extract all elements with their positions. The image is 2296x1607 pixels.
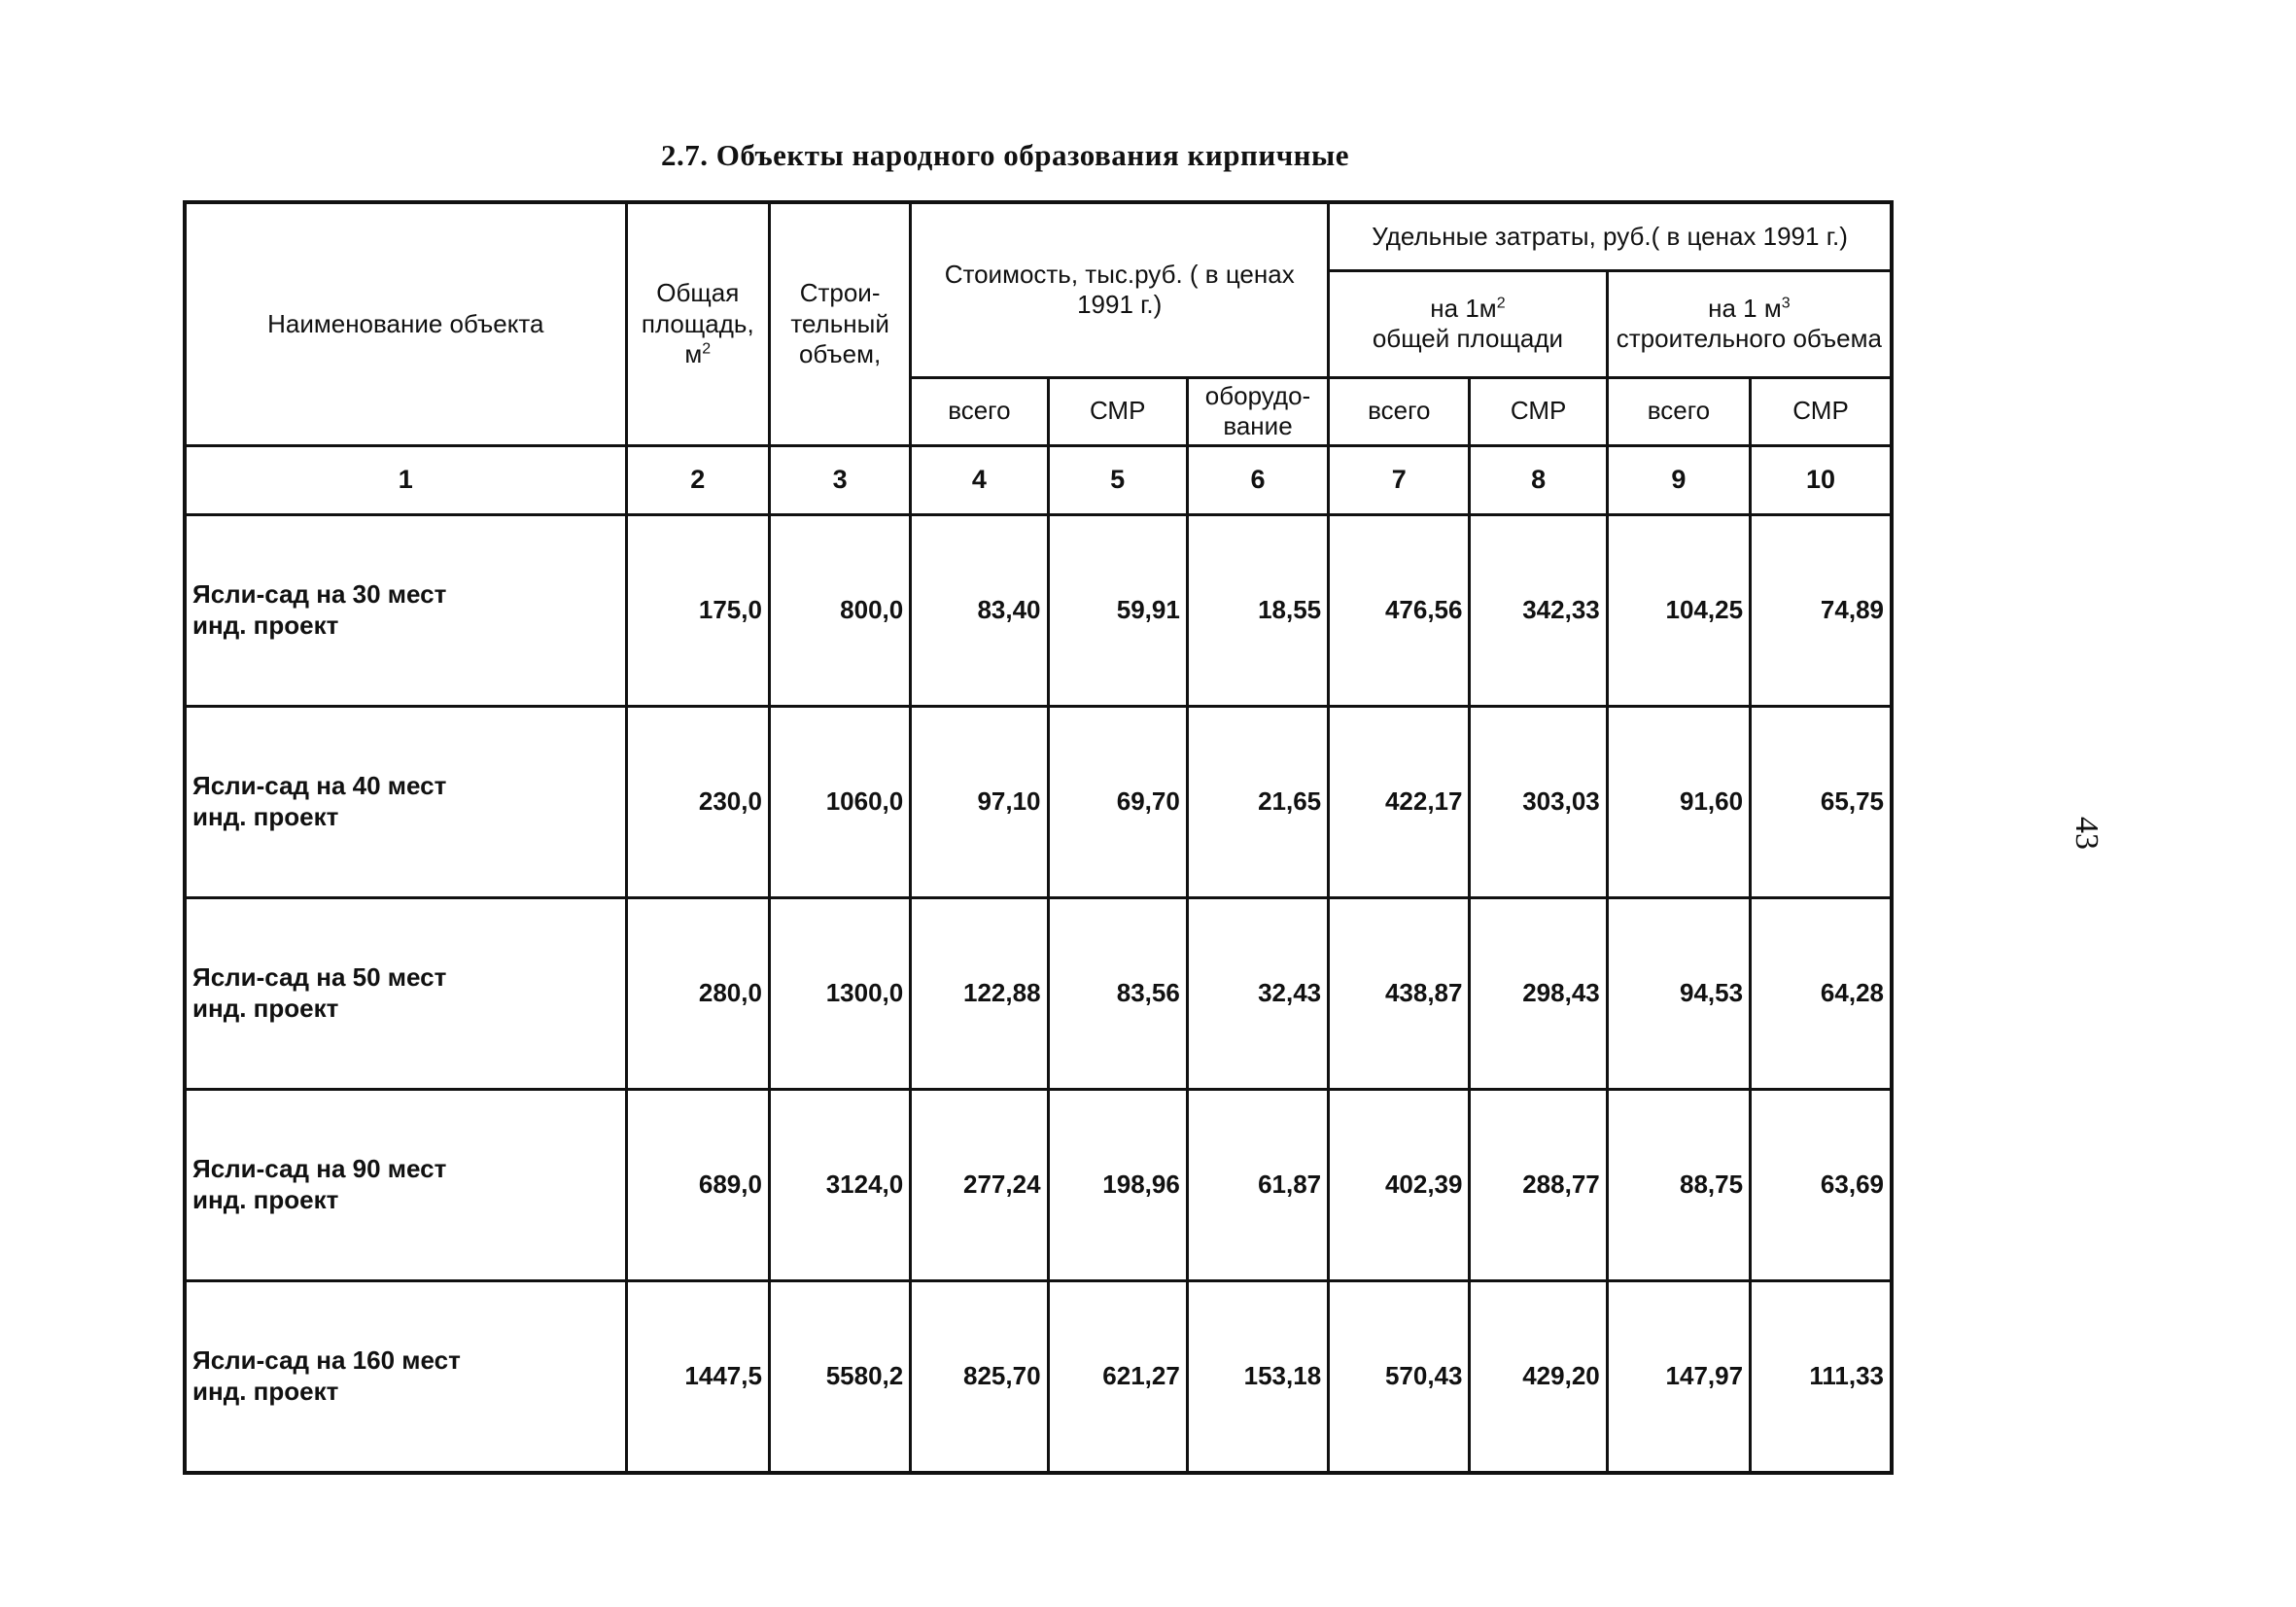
header-cost-total: всего (911, 377, 1048, 445)
header-m2-total: всего (1329, 377, 1470, 445)
m2-total-value: 402,39 (1329, 1089, 1470, 1280)
volume-value: 5580,2 (769, 1280, 910, 1473)
column-number: 3 (769, 445, 910, 514)
area-value: 280,0 (626, 897, 769, 1089)
header-cost-equipment: оборудо-вание (1187, 377, 1328, 445)
cost-equipment-value: 21,65 (1187, 706, 1328, 897)
m3-total-value: 91,60 (1607, 706, 1750, 897)
header-name: Наименование объекта (185, 202, 626, 445)
cost-smr-value: 198,96 (1048, 1089, 1187, 1280)
table-row (185, 1089, 1892, 1280)
cost-total-value: 277,24 (911, 1089, 1048, 1280)
m2-smr-value: 342,33 (1470, 514, 1607, 706)
header-per-m2 (1329, 270, 1608, 377)
column-number: 10 (1751, 445, 1892, 514)
header-area-unit-sup: 2 (702, 340, 712, 358)
m2-total-value: 438,87 (1329, 897, 1470, 1089)
object-note: инд. проект (192, 1184, 339, 1214)
m2-smr-value: 303,03 (1470, 706, 1607, 897)
object-name-cell (185, 1089, 626, 1280)
m2-total-value: 570,43 (1329, 1280, 1470, 1473)
header-m3-total: всего (1607, 377, 1750, 445)
m2-total-value: 476,56 (1329, 514, 1470, 706)
header-per-m2-label: на 1м (1430, 293, 1497, 323)
m3-smr-value: 63,69 (1751, 1089, 1892, 1280)
column-number: 4 (911, 445, 1048, 514)
header-per-m3-sup: 3 (1781, 295, 1791, 312)
cost-total-value: 97,10 (911, 706, 1048, 897)
column-number: 1 (185, 445, 626, 514)
volume-value: 800,0 (769, 514, 910, 706)
header-per-m3 (1607, 270, 1892, 377)
cost-equipment-value: 18,55 (1187, 514, 1328, 706)
object-name: Ясли-сад на 30 мест (192, 579, 447, 610)
volume-value: 1060,0 (769, 706, 910, 897)
header-specific-group: Удельные затраты, руб.( в ценах 1991 г.) (1329, 202, 1892, 270)
column-number: 9 (1607, 445, 1750, 514)
cost-table (183, 200, 1894, 1475)
m3-smr-value: 64,28 (1751, 897, 1892, 1089)
object-name-cell (185, 514, 626, 706)
m2-total-value: 422,17 (1329, 706, 1470, 897)
object-name: Ясли-сад на 50 мест (192, 962, 447, 993)
column-number: 5 (1048, 445, 1187, 514)
area-value: 175,0 (626, 514, 769, 706)
header-cost-smr: СМР (1048, 377, 1187, 445)
m3-smr-value: 111,33 (1751, 1280, 1892, 1473)
m2-smr-value: 288,77 (1470, 1089, 1607, 1280)
volume-value: 3124,0 (769, 1089, 910, 1280)
column-number: 8 (1470, 445, 1607, 514)
cost-total-value: 122,88 (911, 897, 1048, 1089)
volume-value: 1300,0 (769, 897, 910, 1089)
object-name: Ясли-сад на 160 мест (192, 1345, 461, 1376)
object-name-cell (185, 1280, 626, 1473)
table-row (185, 1280, 1892, 1473)
header-volume: Строи-тельный объем, (769, 202, 910, 445)
m2-smr-value: 298,43 (1470, 897, 1607, 1089)
area-value: 689,0 (626, 1089, 769, 1280)
area-value: 230,0 (626, 706, 769, 897)
object-note: инд. проект (192, 1376, 339, 1406)
m3-total-value: 88,75 (1607, 1089, 1750, 1280)
header-per-m2-rest: общей площади (1372, 324, 1564, 353)
cost-equipment-value: 61,87 (1187, 1089, 1328, 1280)
header-per-m3-label: на 1 м (1708, 293, 1782, 323)
object-name: Ясли-сад на 90 мест (192, 1154, 447, 1184)
cost-equipment-value: 32,43 (1187, 897, 1328, 1089)
header-m2-smr: СМР (1470, 377, 1607, 445)
cost-smr-value: 59,91 (1048, 514, 1187, 706)
header-per-m2-sup: 2 (1496, 295, 1506, 312)
table-row (185, 706, 1892, 897)
column-number: 6 (1187, 445, 1328, 514)
header-area-label: Общая площадь, (641, 278, 754, 338)
cost-smr-value: 83,56 (1048, 897, 1187, 1089)
m3-total-value: 104,25 (1607, 514, 1750, 706)
page-title: 2.7. Объекты народного образования кирпичные (661, 138, 1349, 172)
cost-equipment-value: 153,18 (1187, 1280, 1328, 1473)
cost-smr-value: 621,27 (1048, 1280, 1187, 1473)
cost-smr-value: 69,70 (1048, 706, 1187, 897)
column-number-row (185, 445, 1892, 514)
column-number: 7 (1329, 445, 1470, 514)
object-note: инд. проект (192, 993, 339, 1023)
m3-total-value: 94,53 (1607, 897, 1750, 1089)
object-note: инд. проект (192, 801, 339, 831)
header-area-unit: м (684, 338, 703, 368)
m3-smr-value: 65,75 (1751, 706, 1892, 897)
m3-total-value: 147,97 (1607, 1280, 1750, 1473)
m3-smr-value: 74,89 (1751, 514, 1892, 706)
m2-smr-value: 429,20 (1470, 1280, 1607, 1473)
table-row (185, 514, 1892, 706)
object-name-cell (185, 706, 626, 897)
cost-total-value: 825,70 (911, 1280, 1048, 1473)
area-value: 1447,5 (626, 1280, 769, 1473)
object-note: инд. проект (192, 610, 339, 640)
table-row (185, 897, 1892, 1089)
header-per-m3-rest: строительного объема (1616, 324, 1882, 353)
header-m3-smr: СМР (1751, 377, 1892, 445)
header-area (626, 202, 769, 445)
column-number: 2 (626, 445, 769, 514)
page-number: 43 (2069, 817, 2105, 850)
header-cost-group: Стоимость, тыс.руб. ( в ценах 1991 г.) (911, 202, 1329, 377)
cost-total-value: 83,40 (911, 514, 1048, 706)
object-name-cell (185, 897, 626, 1089)
object-name: Ясли-сад на 40 мест (192, 771, 447, 801)
